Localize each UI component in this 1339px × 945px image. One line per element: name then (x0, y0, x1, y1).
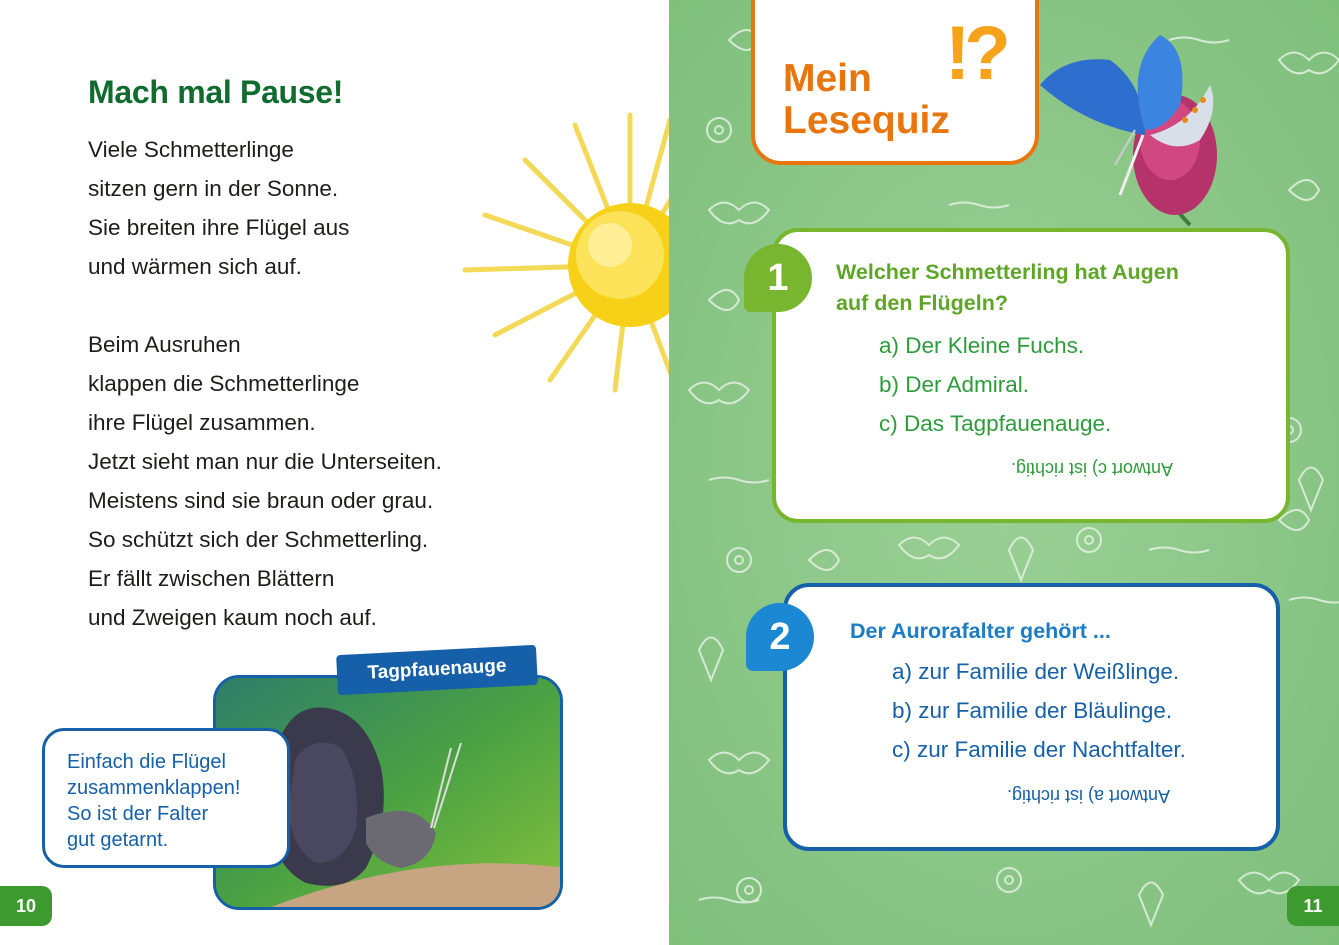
text-line: ihre Flügel zusammen. (88, 410, 316, 435)
question-1-answer-upside-down: Antwort c) ist richtig. (1011, 459, 1174, 479)
speech-line: gut getarnt. (67, 829, 169, 851)
quiz-title (783, 58, 950, 142)
text-line: So schützt sich der Schmetterling. (88, 527, 429, 552)
speech-line: So ist der Falter (67, 803, 209, 825)
paragraph-2 (88, 325, 442, 637)
question-1-number-badge: 1 (744, 244, 812, 312)
text-line: Sie breiten ihre Flügel aus (88, 215, 350, 240)
speech-line: Einfach die Flügel (67, 751, 226, 773)
text-line: und wärmen sich auf. (88, 254, 302, 279)
sun-illustration (455, 105, 669, 395)
text-line: Meistens sind sie braun oder grau. (88, 488, 434, 513)
quiz-title-line: Lesequiz (783, 99, 950, 142)
question-2-option-c: c) zur Familie der Nachtfalter. (892, 737, 1186, 762)
text-line: Viele Schmetterlinge (88, 137, 294, 162)
question-1-option-c: c) Das Tagpfauenauge. (879, 411, 1112, 436)
speech-bubble (42, 728, 290, 868)
question-2-answer-upside-down: Antwort a) ist richtig. (1007, 786, 1171, 806)
quiz-title-line: Mein (783, 57, 872, 100)
photo-label: Tagpfauenauge (336, 645, 538, 695)
quiz-marks: !? (945, 11, 1005, 96)
question-2-option-b: b) zur Familie der Bläulinge. (892, 698, 1173, 723)
question-2-number-badge: 2 (746, 603, 814, 671)
page-number: 11 (1287, 886, 1339, 926)
text-line: Beim Ausruhen (88, 332, 241, 357)
text-line: Jetzt sieht man nur die Unterseiten. (88, 449, 442, 474)
page-title: Mach mal Pause! (88, 74, 344, 110)
question-line: auf den Flügeln? (836, 291, 1008, 315)
question-line: Der Aurorafalter gehört ... (850, 619, 1111, 643)
question-line: Welcher Schmetterling hat Augen (836, 260, 1179, 284)
page-number: 10 (0, 886, 52, 926)
paragraph-1 (88, 130, 349, 286)
question-1-option-a: a) Der Kleine Fuchs. (879, 333, 1085, 358)
question-2-text (850, 616, 1111, 647)
text-line: und Zweigen kaum noch auf. (88, 605, 377, 630)
left-page (0, 0, 669, 945)
text-line: klappen die Schmetterlinge (88, 371, 360, 396)
text-line: sitzen gern in der Sonne. (88, 176, 339, 201)
speech-line: zusammenklappen! (67, 777, 241, 799)
question-1-option-b: b) Der Admiral. (879, 372, 1030, 397)
question-2-option-a: a) zur Familie der Weißlinge. (892, 659, 1180, 684)
question-1-text (836, 257, 1179, 319)
text-line: Er fällt zwischen Blättern (88, 566, 335, 591)
blue-butterfly-illustration (1025, 25, 1255, 235)
